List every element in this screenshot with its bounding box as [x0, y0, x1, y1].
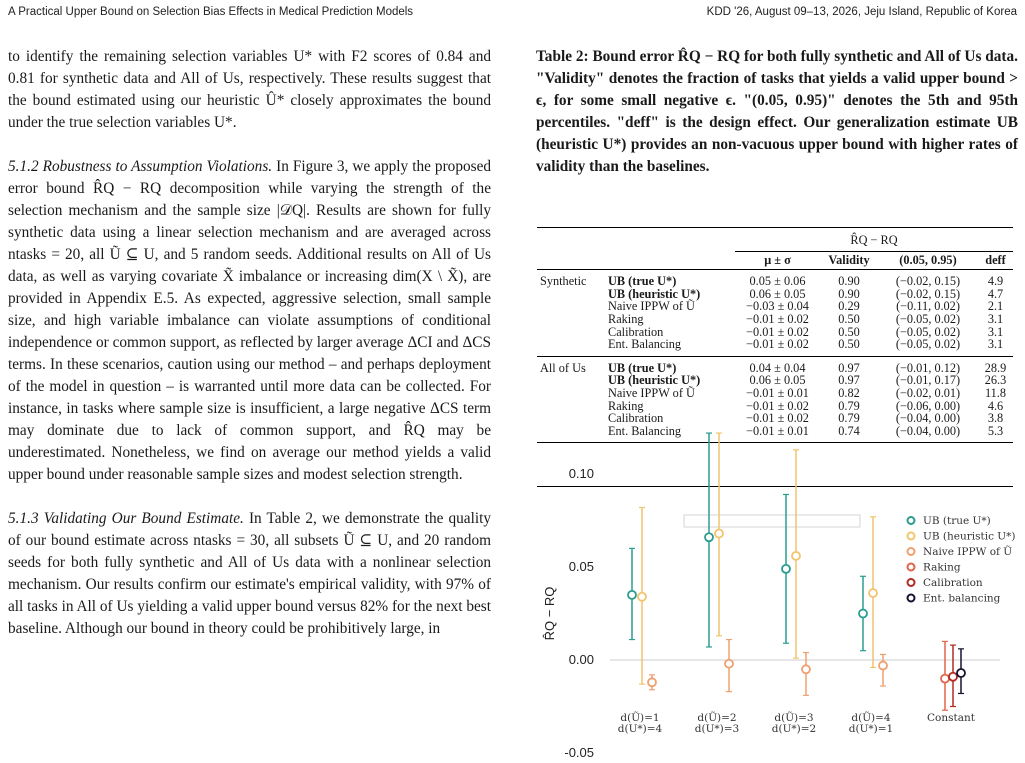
row-percentiles: (−0.05, 0.02): [895, 337, 961, 352]
legend-label: Naive IPPW of Ũ: [923, 546, 1013, 558]
row-validity: 0.97: [820, 356, 878, 374]
section-5-1-2-title: 5.1.2 Robustness to Assumption Violations.: [8, 158, 273, 175]
row-percentiles: (−0.01, 0.12): [878, 356, 978, 374]
data-point: [957, 669, 965, 677]
row-group-label: [537, 387, 605, 400]
row-method: Naive IPPW of Ũ: [608, 299, 695, 314]
chart-marks: [628, 433, 965, 710]
y-tick-label: -0.05: [564, 745, 594, 760]
row-percentiles: (−0.02, 0.15): [895, 274, 961, 289]
row-mean: −0.01 ± 0.02: [746, 411, 809, 426]
y-tick-label: 0.00: [568, 652, 594, 667]
row-deff: 3.1: [987, 324, 1004, 339]
row-validity: 0.82: [838, 385, 860, 400]
x-category-label: d(Ũ)=3: [774, 712, 814, 724]
legend-label: UB (true U*): [923, 515, 991, 527]
row-group-label: Synthetic: [540, 274, 587, 289]
row-method: Raking: [608, 311, 644, 326]
row-deff: 4.6: [987, 398, 1004, 413]
section-5-1-3-text: In Table 2, we demonstrate the quality of our bound estimate across ntasks = 30, all subsets Ũ ⊆ U, and 20 random seeds for both fully synthetic and All of Us data with a nonlinear selection mechanism. Our results confirm our estimate's empirical validity, with 97% of all tasks in All of Us yielding a valid upper bound versus 82% for the next best baseline. Although our bound in theory could be prohibitively large, in: [8, 510, 491, 637]
column-header-percentiles: (0.05, 0.95): [878, 251, 978, 270]
x-category-label: Constant: [927, 712, 975, 724]
row-mean: −0.01 ± 0.02: [746, 324, 809, 339]
legend-marker: [908, 517, 915, 524]
row-validity: 0.50: [838, 311, 860, 326]
row-deff: 3.1: [987, 311, 1004, 326]
legend-label: Raking: [923, 561, 961, 574]
data-point: [628, 591, 636, 599]
row-validity: 0.97: [838, 373, 860, 388]
row-method: UB (heuristic U*): [608, 373, 701, 388]
row-mean: 0.06 ± 0.05: [749, 286, 806, 301]
row-group-label: [537, 425, 605, 443]
data-point: [725, 660, 733, 668]
y-tick-label: 0.05: [568, 559, 594, 574]
row-group-label: [537, 400, 605, 413]
row-group-label: [537, 288, 605, 301]
row-method: UB (true U*): [608, 274, 677, 289]
row-percentiles: (−0.04, 0.00): [878, 425, 978, 443]
row-deff: 4.7: [987, 286, 1004, 301]
section-5-1-2-text: In Figure 3, we apply the proposed error bound R̂Q − RQ decomposition while varying the strength of the selection mechanism and the sample size |𝒟Q|. Results are shown for fully synthetic data using a linear selection mechanism and are averaged across ntasks = 20, all Ũ ⊆ U, and 5 random seeds. Additional results on All of Us data, as well as varying covariate X̃ imbalance or increasing dim(X \ X̃), are provided in Appendix E.5. As expected, aggressive selection, small sample size, and high variable imbalance can violate assumptions of conditional independence or common support, as reflected by larger average ΔCI and ΔCS terms. In these scenarios, caution using our method – and perhaps deployment of the model in question – is warranted until more data can be collected. For instance, in tasks where sample size is insufficient, a large negative ΔCS term may dominate due to lack of common support, and R̂Q may be underestimated. Nonetheless, we find on average our method yields a valid upper bound under reasonable sample sizes and modest selection strength.: [8, 158, 492, 483]
row-percentiles: (−0.04, 0.00): [895, 411, 961, 426]
row-method: UB (true U*): [605, 356, 735, 374]
legend-marker: [908, 564, 915, 571]
data-point: [941, 675, 949, 683]
row-deff: 2.1: [987, 299, 1004, 314]
column-header-row: [537, 251, 1013, 270]
row-validity: 0.90: [838, 286, 860, 301]
row-validity: 0.90: [838, 274, 860, 289]
data-point: [879, 662, 887, 670]
x-category-label: d(U*)=3: [694, 723, 740, 735]
data-point: [648, 678, 656, 686]
section-5-1-2: [8, 156, 491, 486]
legend-label: UB (heuristic U*): [923, 530, 1016, 543]
table-row: [537, 313, 1013, 326]
row-mean: 0.05 ± 0.06: [749, 274, 806, 289]
row-validity: 0.79: [838, 411, 860, 426]
row-validity: 0.74: [820, 425, 878, 443]
left-column: [8, 46, 491, 640]
row-validity: 0.50: [838, 324, 860, 339]
table-row: [537, 338, 1013, 356]
data-point: [802, 665, 810, 673]
x-category-label: d(U*)=4: [617, 723, 663, 735]
running-header-title: A Practical Upper Bound on Selection Bias Effects in Medical Prediction Models: [8, 6, 414, 18]
row-mean: −0.01 ± 0.02: [746, 311, 809, 326]
table-row: [537, 356, 1013, 374]
x-category-label: d(Ũ)=2: [697, 712, 737, 724]
data-point: [792, 552, 800, 560]
row-mean: −0.01 ± 0.01: [735, 425, 820, 443]
column-header-deff: deff: [978, 251, 1013, 270]
x-category-label: d(U*)=2: [771, 723, 817, 735]
row-mean: 0.06 ± 0.05: [749, 373, 806, 388]
row-group-label: [537, 313, 605, 326]
row-mean: −0.01 ± 0.02: [746, 398, 809, 413]
row-deff: 3.8: [987, 411, 1004, 426]
running-header-venue: KDD '26, August 09–13, 2026, Jeju Island, Republic of Korea: [706, 6, 1017, 18]
row-method: Ent. Balancing: [608, 337, 682, 352]
chart-top-box: [684, 515, 860, 527]
section-5-1-3: [8, 508, 491, 640]
row-method: Calibration: [608, 324, 664, 339]
y-axis-label: R̂Q − RQ: [542, 586, 557, 641]
figure-top-rule: [537, 486, 1013, 487]
row-percentiles: (−0.01, 0.17): [895, 373, 961, 388]
row-validity: 0.29: [838, 299, 860, 314]
data-point: [782, 565, 790, 573]
data-point: [869, 589, 877, 597]
row-method: Ent. Balancing: [605, 425, 735, 443]
row-deff: 4.9: [987, 274, 1004, 289]
row-method: Raking: [608, 398, 644, 413]
column-header-validity: Validity: [820, 251, 878, 270]
legend-marker: [908, 595, 915, 602]
bound-error-chart: [530, 466, 1020, 760]
row-mean: −0.01 ± 0.01: [746, 385, 809, 400]
y-tick-label: 0.10: [568, 466, 594, 481]
chart-legend: [908, 515, 1016, 605]
x-category-label: d(U*)=1: [848, 723, 894, 735]
row-group-label: [537, 374, 605, 387]
column-header-mean: μ ± σ: [735, 251, 820, 270]
row-group-label: [537, 326, 605, 339]
section-5-1-3-title: 5.1.3 Validating Our Bound Estimate.: [8, 510, 244, 527]
table-row: [537, 412, 1013, 425]
row-group-label: [537, 412, 605, 425]
row-deff: 26.3: [984, 373, 1007, 388]
data-point: [638, 593, 646, 601]
row-percentiles: (−0.02, 0.15): [895, 286, 961, 301]
table-row: [537, 425, 1013, 443]
table-row: [537, 270, 1013, 288]
row-percentiles: (−0.05, 0.02): [895, 311, 961, 326]
row-group-label: All of Us: [537, 356, 605, 374]
x-category-label: d(Ũ)=1: [620, 712, 660, 724]
legend-marker: [908, 579, 915, 586]
data-point: [949, 673, 957, 681]
data-point: [715, 530, 723, 538]
row-percentiles: (−0.05, 0.02): [895, 324, 961, 339]
row-percentiles: (−0.02, 0.01): [895, 385, 961, 400]
row-method: UB (heuristic U*): [608, 286, 701, 301]
paragraph-bound-heuristic: to identify the remaining selection variables U* with F2 scores of 0.84 and 0.81 for synthetic data and All of Us, respectively. These results suggest that the bound estimated using our heuristic Û* closely approximates the bound under the true selection variables U*.: [8, 48, 491, 131]
table-body: [537, 270, 1013, 443]
x-category-label: d(Ũ)=4: [851, 712, 891, 724]
chart-axes: [542, 466, 1000, 760]
legend-label: Calibration: [923, 577, 983, 589]
row-mean: 0.04 ± 0.04: [735, 356, 820, 374]
row-group-label: [537, 338, 605, 356]
row-deff: 3.1: [987, 337, 1004, 352]
row-method: Naive IPPW of Ũ: [608, 385, 695, 400]
row-method: Calibration: [608, 411, 664, 426]
legend-label: Ent. balancing: [923, 592, 1001, 605]
data-point: [705, 533, 713, 541]
row-mean: −0.03 ± 0.04: [746, 299, 809, 314]
row-validity: 0.79: [838, 398, 860, 413]
legend-marker: [908, 548, 915, 555]
row-deff: 5.3: [978, 425, 1013, 443]
row-validity: 0.50: [838, 337, 860, 352]
data-point: [859, 610, 867, 618]
results-table: [537, 227, 1013, 443]
row-percentiles: (−0.06, 0.00): [895, 398, 961, 413]
row-mean: −0.01 ± 0.02: [746, 337, 809, 352]
legend-marker: [908, 533, 915, 540]
table-row: [537, 387, 1013, 400]
group-header: R̂Q − RQ: [735, 228, 1013, 252]
row-group-label: [537, 300, 605, 313]
row-percentiles: (−0.11, 0.02): [896, 299, 960, 314]
row-deff: 28.9: [978, 356, 1013, 374]
row-deff: 11.8: [984, 385, 1007, 400]
table-caption: Table 2: Bound error R̂Q − RQ for both fully synthetic and All of Us data. "Validity" denotes the fraction of tasks that yields a valid upper bound > ϵ, for some small negative ϵ. "(0.05, 0.95)" denotes the 5th and 95th percentiles. "deff" is the design effect. Our generalization estimate UB (heuristic U*) provides an non-vacuous upper bound with higher rates of validity than the baselines.: [536, 48, 1018, 175]
